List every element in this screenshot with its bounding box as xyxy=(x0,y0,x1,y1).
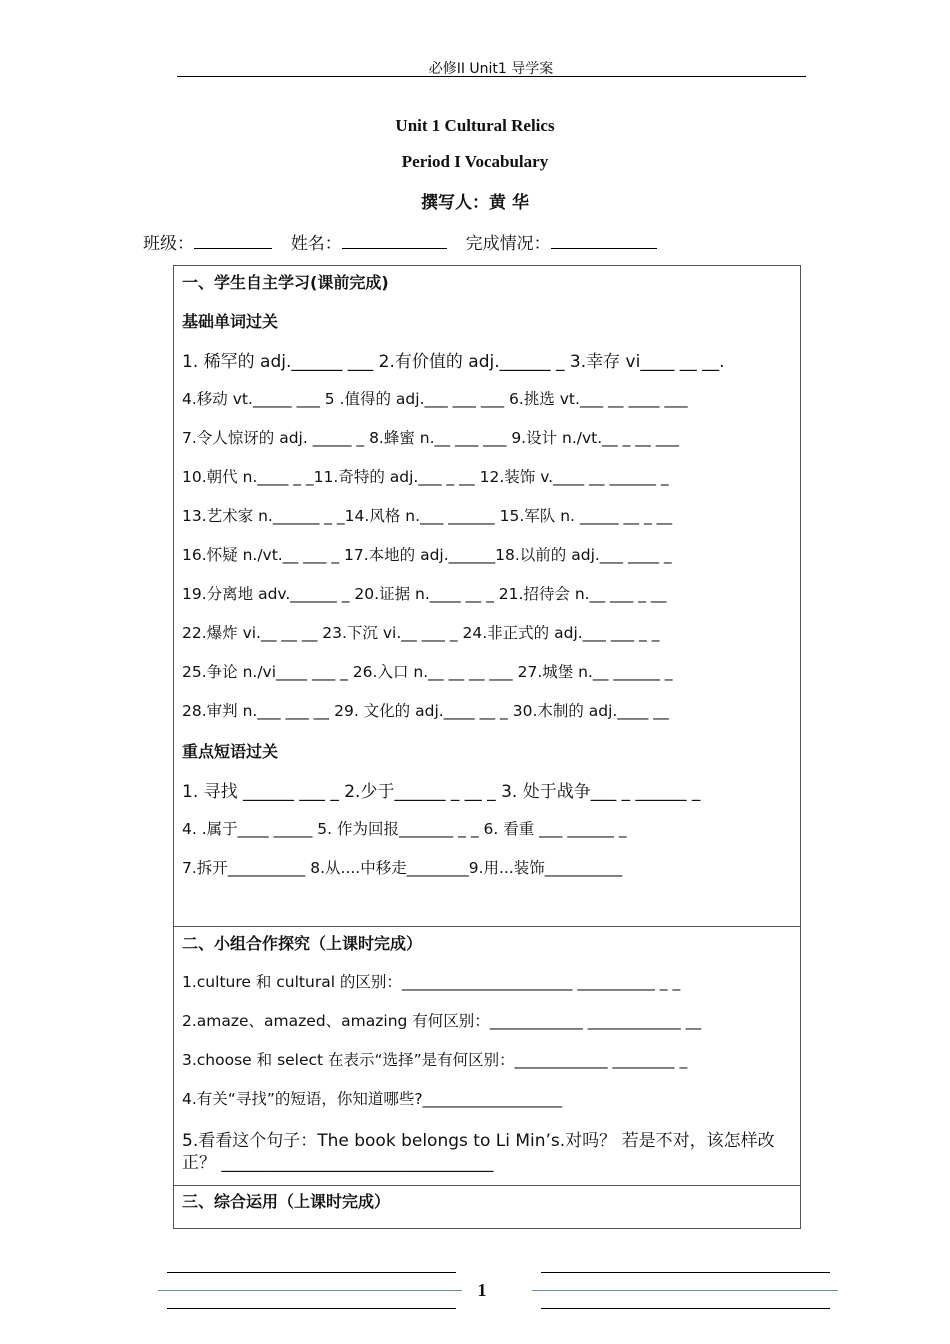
question-line: 1.culture 和 cultural 的区别：______________________ __________ _ _ xyxy=(182,973,681,991)
footer-rule xyxy=(158,1290,462,1291)
question-line: 3.choose 和 select 在表示“选择”是有何区别：____________ ________ _ xyxy=(182,1051,688,1069)
question-line: 正？ ________________________________ xyxy=(182,1153,494,1173)
class-field[interactable] xyxy=(194,232,272,249)
section3-heading: 三、综合运用（上课时完成） xyxy=(182,1192,391,1211)
phrase-line: 4. .属于____ _____ 5. 作为回报_______ _ _ 6. 看重 ___ ______ _ xyxy=(182,820,627,838)
header-rule xyxy=(177,76,806,77)
vocab-line: 4.移动 vt._____ ___ 5 .值得的 adj.___ ___ ___ 6.挑选 vt.___ __ ____ ___ xyxy=(182,390,688,408)
phrase-heading: 重点短语过关 xyxy=(182,742,279,761)
name-field[interactable] xyxy=(342,232,447,249)
footer-rule xyxy=(167,1308,456,1309)
vocab-heading: 基础单词过关 xyxy=(182,312,279,331)
vocab-line: 25.争论 n./vi____ ___ _ 26.入口 n.__ __ __ ___ 27.城堡 n.__ ______ _ xyxy=(182,663,673,681)
phrase-line: 7.拆开__________ 8.从....中移走________9.用...装饰__________ xyxy=(182,859,623,877)
phrase-line: 1. 寻找 ______ ___ _ 2.少于______ _ __ _ 3. 处于战争___ _ ______ _ xyxy=(182,782,701,802)
section1-heading: 一、学生自主学习(课前完成) xyxy=(182,273,389,292)
vocab-line: 7.令人惊讶的 adj. _____ _ 8.蜂蜜 n.__ ___ ___ 9.设计 n./vt.__ _ __ ___ xyxy=(182,429,679,447)
status-label: 完成情况： xyxy=(465,234,551,254)
vocab-line: 28.审判 n.___ ___ __ 29. 文化的 adj.____ __ _ 30.木制的 adj.____ __ xyxy=(182,702,669,720)
section2-heading: 二、小组合作探究（上课时完成） xyxy=(182,934,423,953)
footer-rule xyxy=(541,1308,830,1309)
question-line: 4.有关“寻找”的短语，你知道哪些?__________________ xyxy=(182,1090,563,1108)
page-number: 1 xyxy=(477,1280,487,1300)
footer-rule xyxy=(167,1272,456,1273)
vocab-line: 19.分离地 adv.______ _ 20.证据 n.____ __ _ 21.招待会 n.__ ___ _ __ xyxy=(182,585,667,603)
name-label: 姓名： xyxy=(290,234,342,254)
vocab-line: 10.朝代 n.____ _ _11.奇特的 adj.___ _ __ 12.装饰 v.____ __ ______ _ xyxy=(182,468,669,486)
footer-rule xyxy=(541,1272,830,1273)
unit-title: Unit 1 Cultural Relics xyxy=(395,116,555,135)
vocab-line: 13.艺术家 n.______ _ _14.风格 n.___ ______ 15.军队 n. _____ __ _ __ xyxy=(182,507,673,525)
status-field[interactable] xyxy=(551,232,657,249)
period-title: Period I Vocabulary xyxy=(401,152,549,171)
class-label: 班级： xyxy=(143,234,194,254)
question-line: 5.看看这个句子：The book belongs to Li Min’s.对吗？ 若是不对，该怎样改 xyxy=(182,1131,775,1151)
header-text: 必修II Unit1 导学案 xyxy=(428,61,554,77)
vocab-line: 22.爆炸 vi.__ __ __ 23.下沉 vi.__ ___ _ 24.非正式的 adj.___ ___ _ _ xyxy=(182,624,660,642)
question-line: 2.amaze、amazed、amazing 有何区别：____________ ____________ __ xyxy=(182,1012,702,1030)
student-info-row xyxy=(143,229,657,254)
vocab-line: 1. 稀罕的 adj.______ ___ 2.有价值的 adj.______ _ 3.幸存 vi____ __ __. xyxy=(182,352,725,372)
author-line: 撰写人：黄 华 xyxy=(421,193,529,213)
footer-rule xyxy=(532,1290,838,1291)
vocab-line: 16.怀疑 n./vt.__ ___ _ 17.本地的 adj.______18.以前的 adj.___ ____ _ xyxy=(182,546,672,564)
